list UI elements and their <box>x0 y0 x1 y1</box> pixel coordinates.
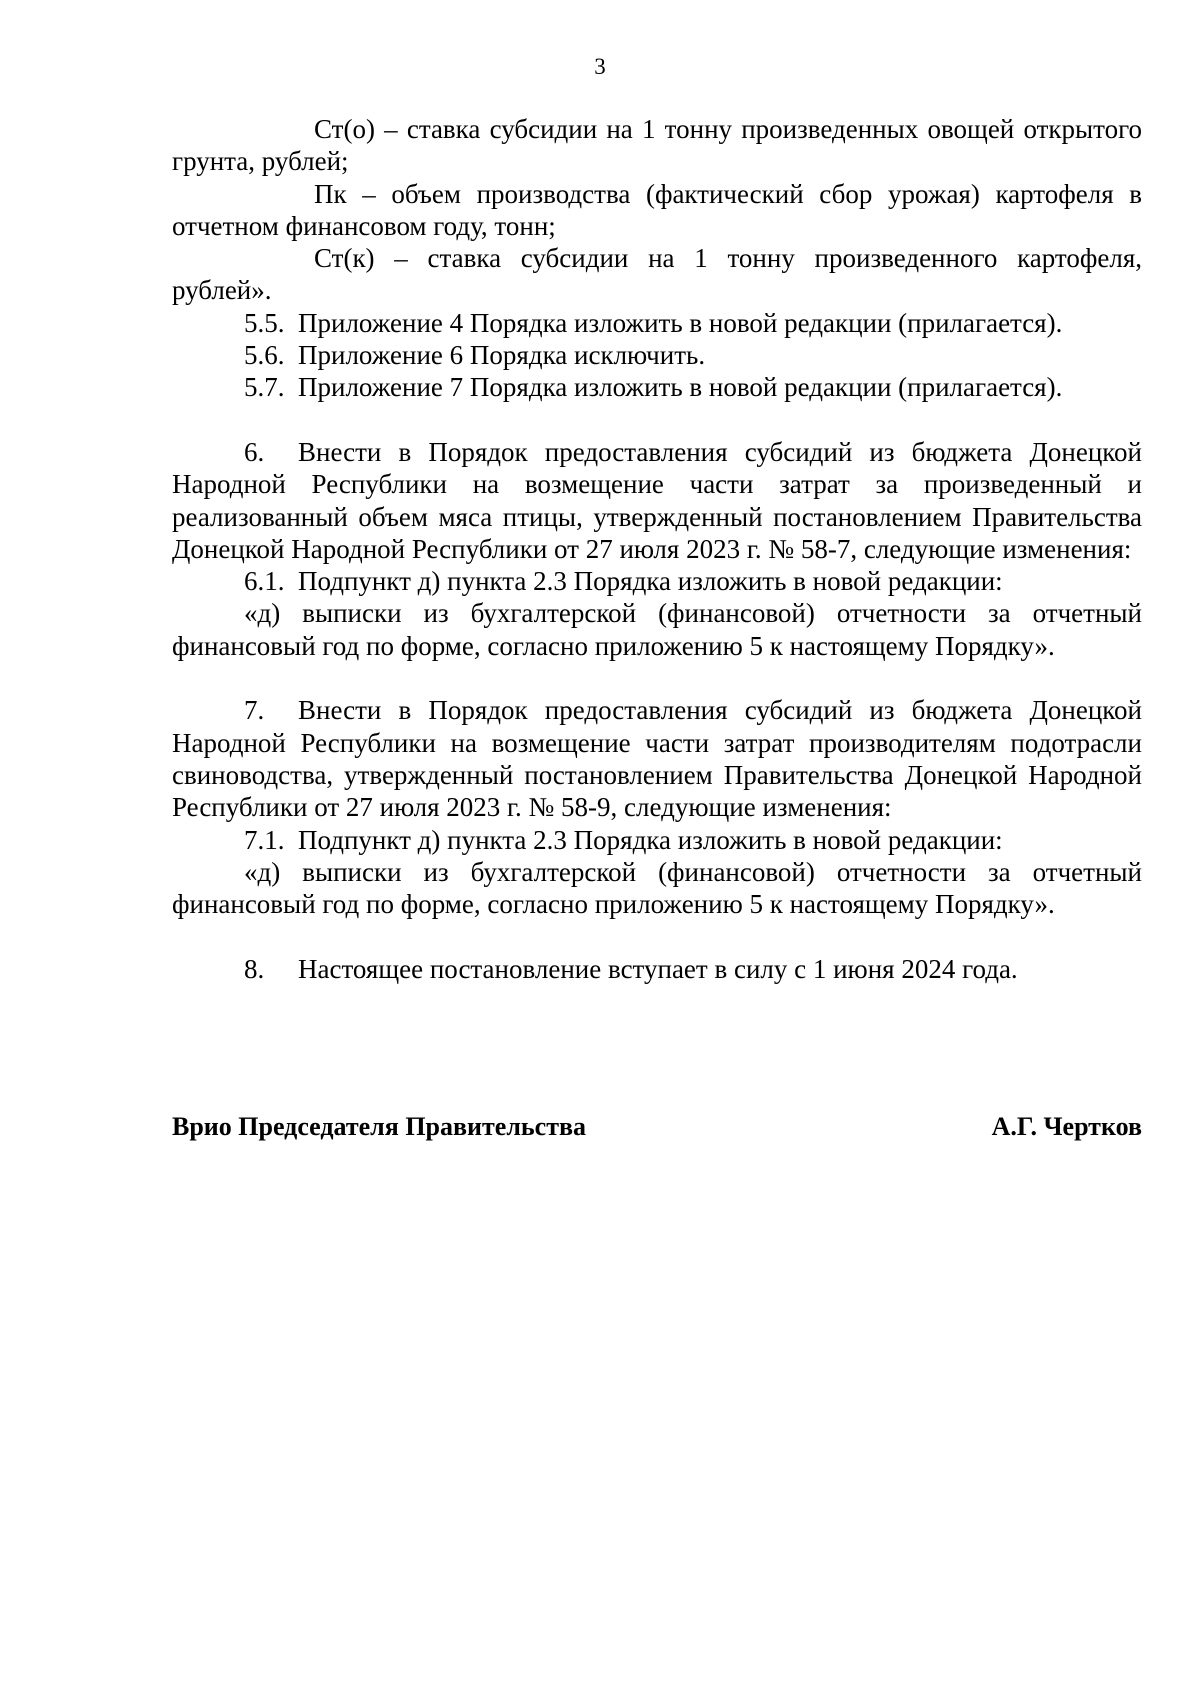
subitem-text: Подпункт д) пункта 2.3 Порядка изложить в новой редакции: <box>298 566 1003 597</box>
page-number: 3 <box>594 54 606 79</box>
paragraph-gap <box>172 920 1142 952</box>
subitem-6-1 <box>172 565 1142 597</box>
subitem-5-7 <box>172 371 1142 403</box>
definition-paragraph: Ст(о) – ставка субсидии на 1 тонну произведенных овощей открытого грунта, рублей; <box>172 114 1142 177</box>
subitem-number: 6.1. <box>244 566 285 597</box>
item-7 <box>172 694 1142 823</box>
signatory-position: Врио Председателя Правительства <box>172 1112 587 1141</box>
paragraph-gap <box>172 404 1142 436</box>
quoted-text: «д) выписки из бухгалтерской (финансовой) отчетности за отчетный финансовый год по форме, согласно приложению 5 к настоящему Порядку». <box>172 598 1142 661</box>
subitem-5-6 <box>172 339 1142 371</box>
subitem-number: 5.7. <box>244 372 285 403</box>
subitem-number: 5.5. <box>244 307 285 338</box>
item-text: Внести в Порядок предоставления субсидий из бюджета Донецкой Народной Республики на возмещение части затрат производителям подотрасли свиноводства, утвержденный постановлением Правительства Донецкой Народной Республики от 27 июля 2023 г. № 58-9, следующие изменения: <box>172 695 1142 823</box>
subitem-text: Приложение 6 Порядка исключить. <box>298 340 706 371</box>
subitem-5-5 <box>172 307 1142 339</box>
quoted-text: «д) выписки из бухгалтерской (финансовой) отчетности за отчетный финансовый год по форме, согласно приложению 5 к настоящему Порядку». <box>172 856 1142 920</box>
signatory-name: А.Г. Чертков <box>991 1112 1142 1141</box>
definition-paragraph: Пк – объем производства (фактический сбор урожая) картофеля в отчетном финансовом году, тонн; <box>172 178 1142 241</box>
subitem-7-1 <box>172 824 1142 856</box>
item-number: 6. <box>244 436 265 467</box>
item-text: Внести в Порядок предоставления субсидий из бюджета Донецкой Народной Республики на возмещение части затрат за произведенный и реализованный объем мяса птицы, утвержденный постановлением Правительства Донецкой Народной Республики от 27 июля 2023 г. № 58-7, следующие изменения: <box>172 436 1142 564</box>
subitem-number: 7.1. <box>244 824 285 855</box>
item-text: Настоящее постановление вступает в силу с 1 июня 2024 года. <box>298 953 1018 984</box>
item-6 <box>172 436 1142 565</box>
subitem-text: Подпункт д) пункта 2.3 Порядка изложить в новой редакции: <box>298 824 1003 855</box>
definition-paragraph: Ст(к) – ставка субсидии на 1 тонну произведенного картофеля, рублей». <box>172 243 1142 306</box>
item-number: 7. <box>244 695 265 726</box>
subitem-text: Приложение 4 Порядка изложить в новой редакции (прилагается). <box>298 307 1063 338</box>
item-number: 8. <box>244 953 265 984</box>
document-body <box>172 113 1142 985</box>
subitem-text: Приложение 7 Порядка изложить в новой редакции (прилагается). <box>298 372 1063 403</box>
subitem-number: 5.6. <box>244 340 285 371</box>
paragraph-gap <box>172 662 1142 694</box>
item-8 <box>172 953 1142 985</box>
